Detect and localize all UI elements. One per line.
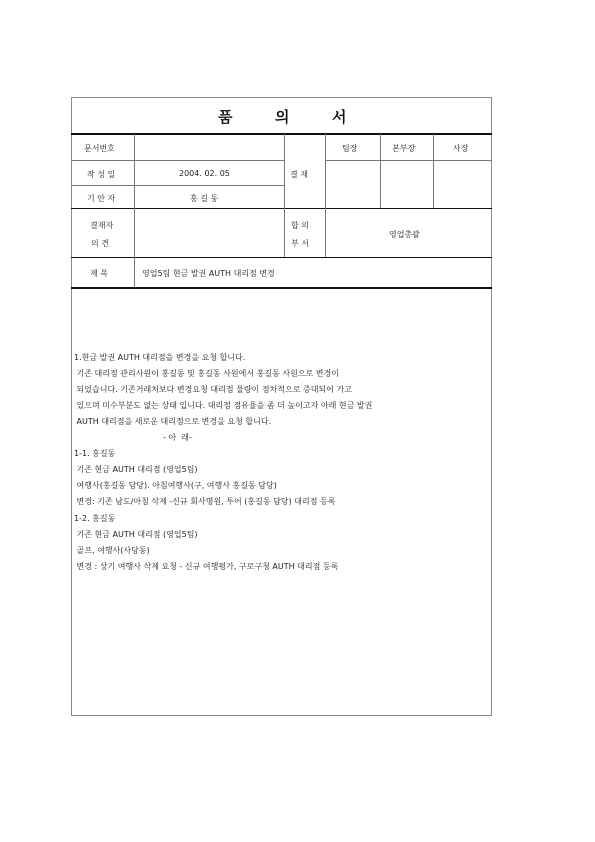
body-line-11: 1-2. 홍길동 <box>74 514 116 523</box>
date-value: 2004. 02. 05 <box>179 169 230 178</box>
body-line-13: 골프, 여행사(사당동) <box>74 546 150 555</box>
drafter-label: 기 안 자 <box>87 194 116 203</box>
body-line-5: AUTH 대리점을 새로운 대리점으로 변경을 요청 합니다. <box>74 417 272 426</box>
subject-label: 제 목 <box>90 269 108 278</box>
col-line-label <box>134 134 135 287</box>
body-line-14: 변경 : 상기 여행사 삭제 요청 - 신규 여행평가, 구로구청 AUTH 대리점 등록 <box>74 562 339 571</box>
date-label: 작 성 일 <box>87 170 116 179</box>
col-line-role-1 <box>380 134 381 208</box>
body-line-6: - 아 래- <box>74 433 192 442</box>
title-char-1: 품 <box>218 108 233 126</box>
cooperation-label-line-1: 합 의 <box>291 221 309 230</box>
cooperation-value: 영업총괄 <box>389 230 420 239</box>
body-line-1: 1.현금 발권 AUTH 대리점을 변경을 요청 합니다. <box>74 353 246 362</box>
row-line-2 <box>71 185 284 186</box>
row-line-1 <box>71 160 284 161</box>
role-president: 사장 <box>453 144 469 153</box>
body-line-3: 되었습니다. 기존거래처보다 변경요청 대리점 물량이 점차적으로 증대되어 가고 <box>74 385 352 394</box>
col-line-approval-left <box>284 134 285 257</box>
body-line-7: 1-1. 홍길동 <box>74 449 116 458</box>
body-line-12: 기존 현금 AUTH 대리점 (영업5팀) <box>74 530 198 539</box>
role-row-line <box>325 160 492 161</box>
col-line-approval-right <box>325 134 326 257</box>
role-team-lead: 팀장 <box>342 144 358 153</box>
opinion-label-line-2: 의 견 <box>91 239 109 248</box>
cooperation-label-line-2: 부 서 <box>291 239 309 248</box>
drafter-value: 홍 길 동 <box>190 194 219 203</box>
title-char-2: 의 <box>275 108 290 126</box>
body-line-9: 여행사(홍길동 담당). 아침여행사(구, 여행사 홍길동 담당) <box>74 481 277 490</box>
approval-label: 결 재 <box>290 170 308 179</box>
row-line-5 <box>71 287 492 289</box>
body-line-8: 기존 현금 AUTH 대리점 (영업5팀) <box>74 465 198 474</box>
col-line-role-2 <box>433 134 434 208</box>
body-line-4: 있으며 미수부분도 없는 상태 입니다. 대리점 점유율을 좀 더 높이고자 아래 현금 발권 <box>74 401 373 410</box>
role-division-head: 본부장 <box>392 144 416 153</box>
title-char-3: 서 <box>332 108 347 126</box>
subject-value: 영업5팀 현금 발권 AUTH 대리점 변경 <box>142 269 275 278</box>
opinion-label-line-1: 결재자 <box>90 221 114 230</box>
body-line-2: 기존 대리점 관리사원이 홍길동 및 홍길동 사원에서 홍길동 사원으로 변경이 <box>74 369 339 378</box>
body-line-10: 변경: 기존 남도/아침 삭제 -신규 회사명원, 투어 (홍길동 담당) 대리점 등록 <box>74 497 336 506</box>
doc-number-label: 문서번호 <box>84 144 115 153</box>
